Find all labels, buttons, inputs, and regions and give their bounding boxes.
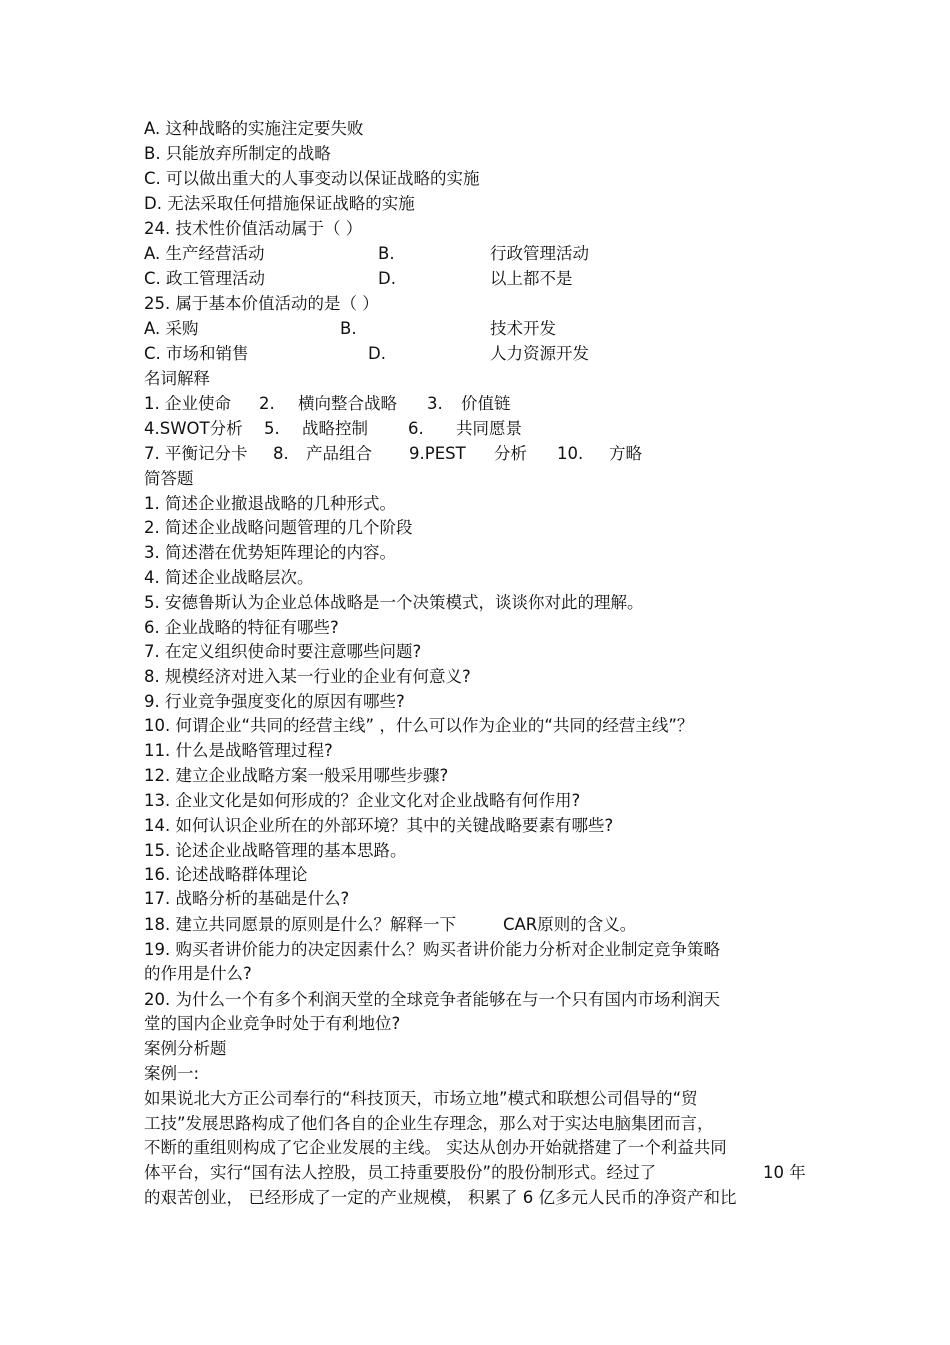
short-answer-heading: 简答题 <box>144 469 194 488</box>
case-paragraph-line: 不断的重组则构成了它企业发展的主线。 实达从创办开始就搭建了一个利益共同 <box>144 1138 727 1157</box>
q24-stem: 24. 技术性价值活动属于（ ） <box>144 219 363 238</box>
term-1: 1. 企业使命 <box>144 394 231 413</box>
q23-option-c: C. 可以做出重大的人事变动以保证战略的实施 <box>144 169 480 188</box>
case-paragraph-fragment: 10 年 <box>763 1163 806 1182</box>
term-5-text: 战略控制 <box>302 419 368 438</box>
short-item: 17. 战略分析的基础是什么? <box>144 889 350 908</box>
short-item-20-line1: 20. 为什么一个有多个利润天堂的全球竞争者能够在与一个只有国内市场利润天 <box>144 990 720 1009</box>
short-item-18b: CAR原则的含义。 <box>503 915 637 934</box>
short-item-18a: 18. 建立共同愿景的原则是什么？解释一下 <box>144 915 456 934</box>
short-item: 4. 简述企业战略层次。 <box>144 568 314 587</box>
term-10-number: 10. <box>557 444 584 463</box>
short-item: 1. 简述企业撤退战略的几种形式。 <box>144 494 396 513</box>
term-6-text: 共同愿景 <box>456 419 522 438</box>
term-2-number: 2. <box>259 394 275 413</box>
term-9-number: 9.PEST <box>409 444 466 463</box>
term-7: 7. 平衡记分卡 <box>144 444 248 463</box>
q24-option-d-letter: D. <box>378 269 396 288</box>
q25-option-b-text: 技术开发 <box>490 319 556 338</box>
q23-option-b: B. 只能放弃所制定的战略 <box>144 144 331 163</box>
short-item: 6. 企业战略的特征有哪些? <box>144 618 339 637</box>
term-2-text: 横向整合战略 <box>298 394 397 413</box>
q23-option-a: A. 这种战略的实施注定要失败 <box>144 119 364 138</box>
q24-option-b-letter: B. <box>378 244 395 263</box>
q24-option-a: A. 生产经营活动 <box>144 244 265 263</box>
case-paragraph-line: 工技”发展思路构成了他们各自的企业生存理念，那么对于实达电脑集团而言， <box>144 1114 714 1133</box>
case-heading: 案例分析题 <box>144 1039 227 1058</box>
term-3-text: 价值链 <box>461 394 511 413</box>
case-title: 案例一: <box>144 1064 200 1083</box>
term-5-number: 5. <box>264 419 280 438</box>
q24-option-c: C. 政工管理活动 <box>144 269 266 288</box>
q23-option-d: D. 无法采取任何措施保证战略的实施 <box>144 194 415 213</box>
term-10-text: 方略 <box>609 444 642 463</box>
short-item-20-line2: 堂的国内企业竞争时处于有利地位? <box>144 1014 401 1033</box>
case-paragraph-line: 体平台，实行“国有法人控股，员工持重要股份”的股份制形式。经过了 <box>144 1163 657 1182</box>
q25-option-b-letter: B. <box>340 319 357 338</box>
term-4: 4.SWOT分析 <box>144 419 243 438</box>
short-item-19-line2: 的作用是什么? <box>144 964 252 983</box>
short-item: 16. 论述战略群体理论 <box>144 865 308 884</box>
short-item: 11. 什么是战略管理过程? <box>144 741 333 760</box>
term-8-text: 产品组合 <box>306 444 372 463</box>
short-item: 14. 如何认识企业所在的外部环境？其中的关键战略要素有哪些? <box>144 816 614 835</box>
short-item-19-line1: 19. 购买者讲价能力的决定因素什么？购买者讲价能力分析对企业制定竞争策略 <box>144 940 720 959</box>
q25-stem: 25. 属于基本价值活动的是（ ） <box>144 294 379 313</box>
q25-option-c: C. 市场和销售 <box>144 344 249 363</box>
term-9-text: 分析 <box>494 444 527 463</box>
q24-option-b-text: 行政管理活动 <box>490 244 589 263</box>
q25-option-d-text: 人力资源开发 <box>490 344 589 363</box>
case-paragraph-line: 如果说北大方正公司奉行的“科技顶天，市场立地”模式和联想公司倡导的“贸 <box>144 1089 698 1108</box>
short-item: 3. 简述潜在优势矩阵理论的内容。 <box>144 543 396 562</box>
term-6-number: 6. <box>408 419 424 438</box>
short-item: 12. 建立企业战略方案一般采用哪些步骤? <box>144 766 449 785</box>
terms-heading: 名词解释 <box>144 369 210 388</box>
short-item: 10. 何谓企业“共同的经营主线” ，什么可以作为企业的“共同的经营主线”？ <box>144 716 694 735</box>
short-item: 15. 论述企业战略管理的基本思路。 <box>144 841 407 860</box>
short-item: 9. 行业竞争强度变化的原因有哪些? <box>144 692 405 711</box>
short-item: 8. 规模经济对进入某一行业的企业有何意义? <box>144 667 471 686</box>
short-item: 5. 安德鲁斯认为企业总体战略是一个决策模式，谈谈你对此的理解。 <box>144 593 644 612</box>
q25-option-a: A. 采购 <box>144 319 199 338</box>
q25-option-d-letter: D. <box>368 344 386 363</box>
short-item: 13. 企业文化是如何形成的？企业文化对企业战略有何作用? <box>144 791 581 810</box>
term-8-number: 8. <box>273 444 289 463</box>
case-paragraph-line: 的艰苦创业， 已经形成了一定的产业规模， 积累了 6 亿多元人民币的净资产和比 <box>144 1188 737 1207</box>
short-item: 2. 简述企业战略问题管理的几个阶段 <box>144 518 413 537</box>
short-item: 7. 在定义组织使命时要注意哪些问题? <box>144 642 422 661</box>
term-3-number: 3. <box>427 394 443 413</box>
q24-option-d-text: 以上都不是 <box>490 269 573 288</box>
